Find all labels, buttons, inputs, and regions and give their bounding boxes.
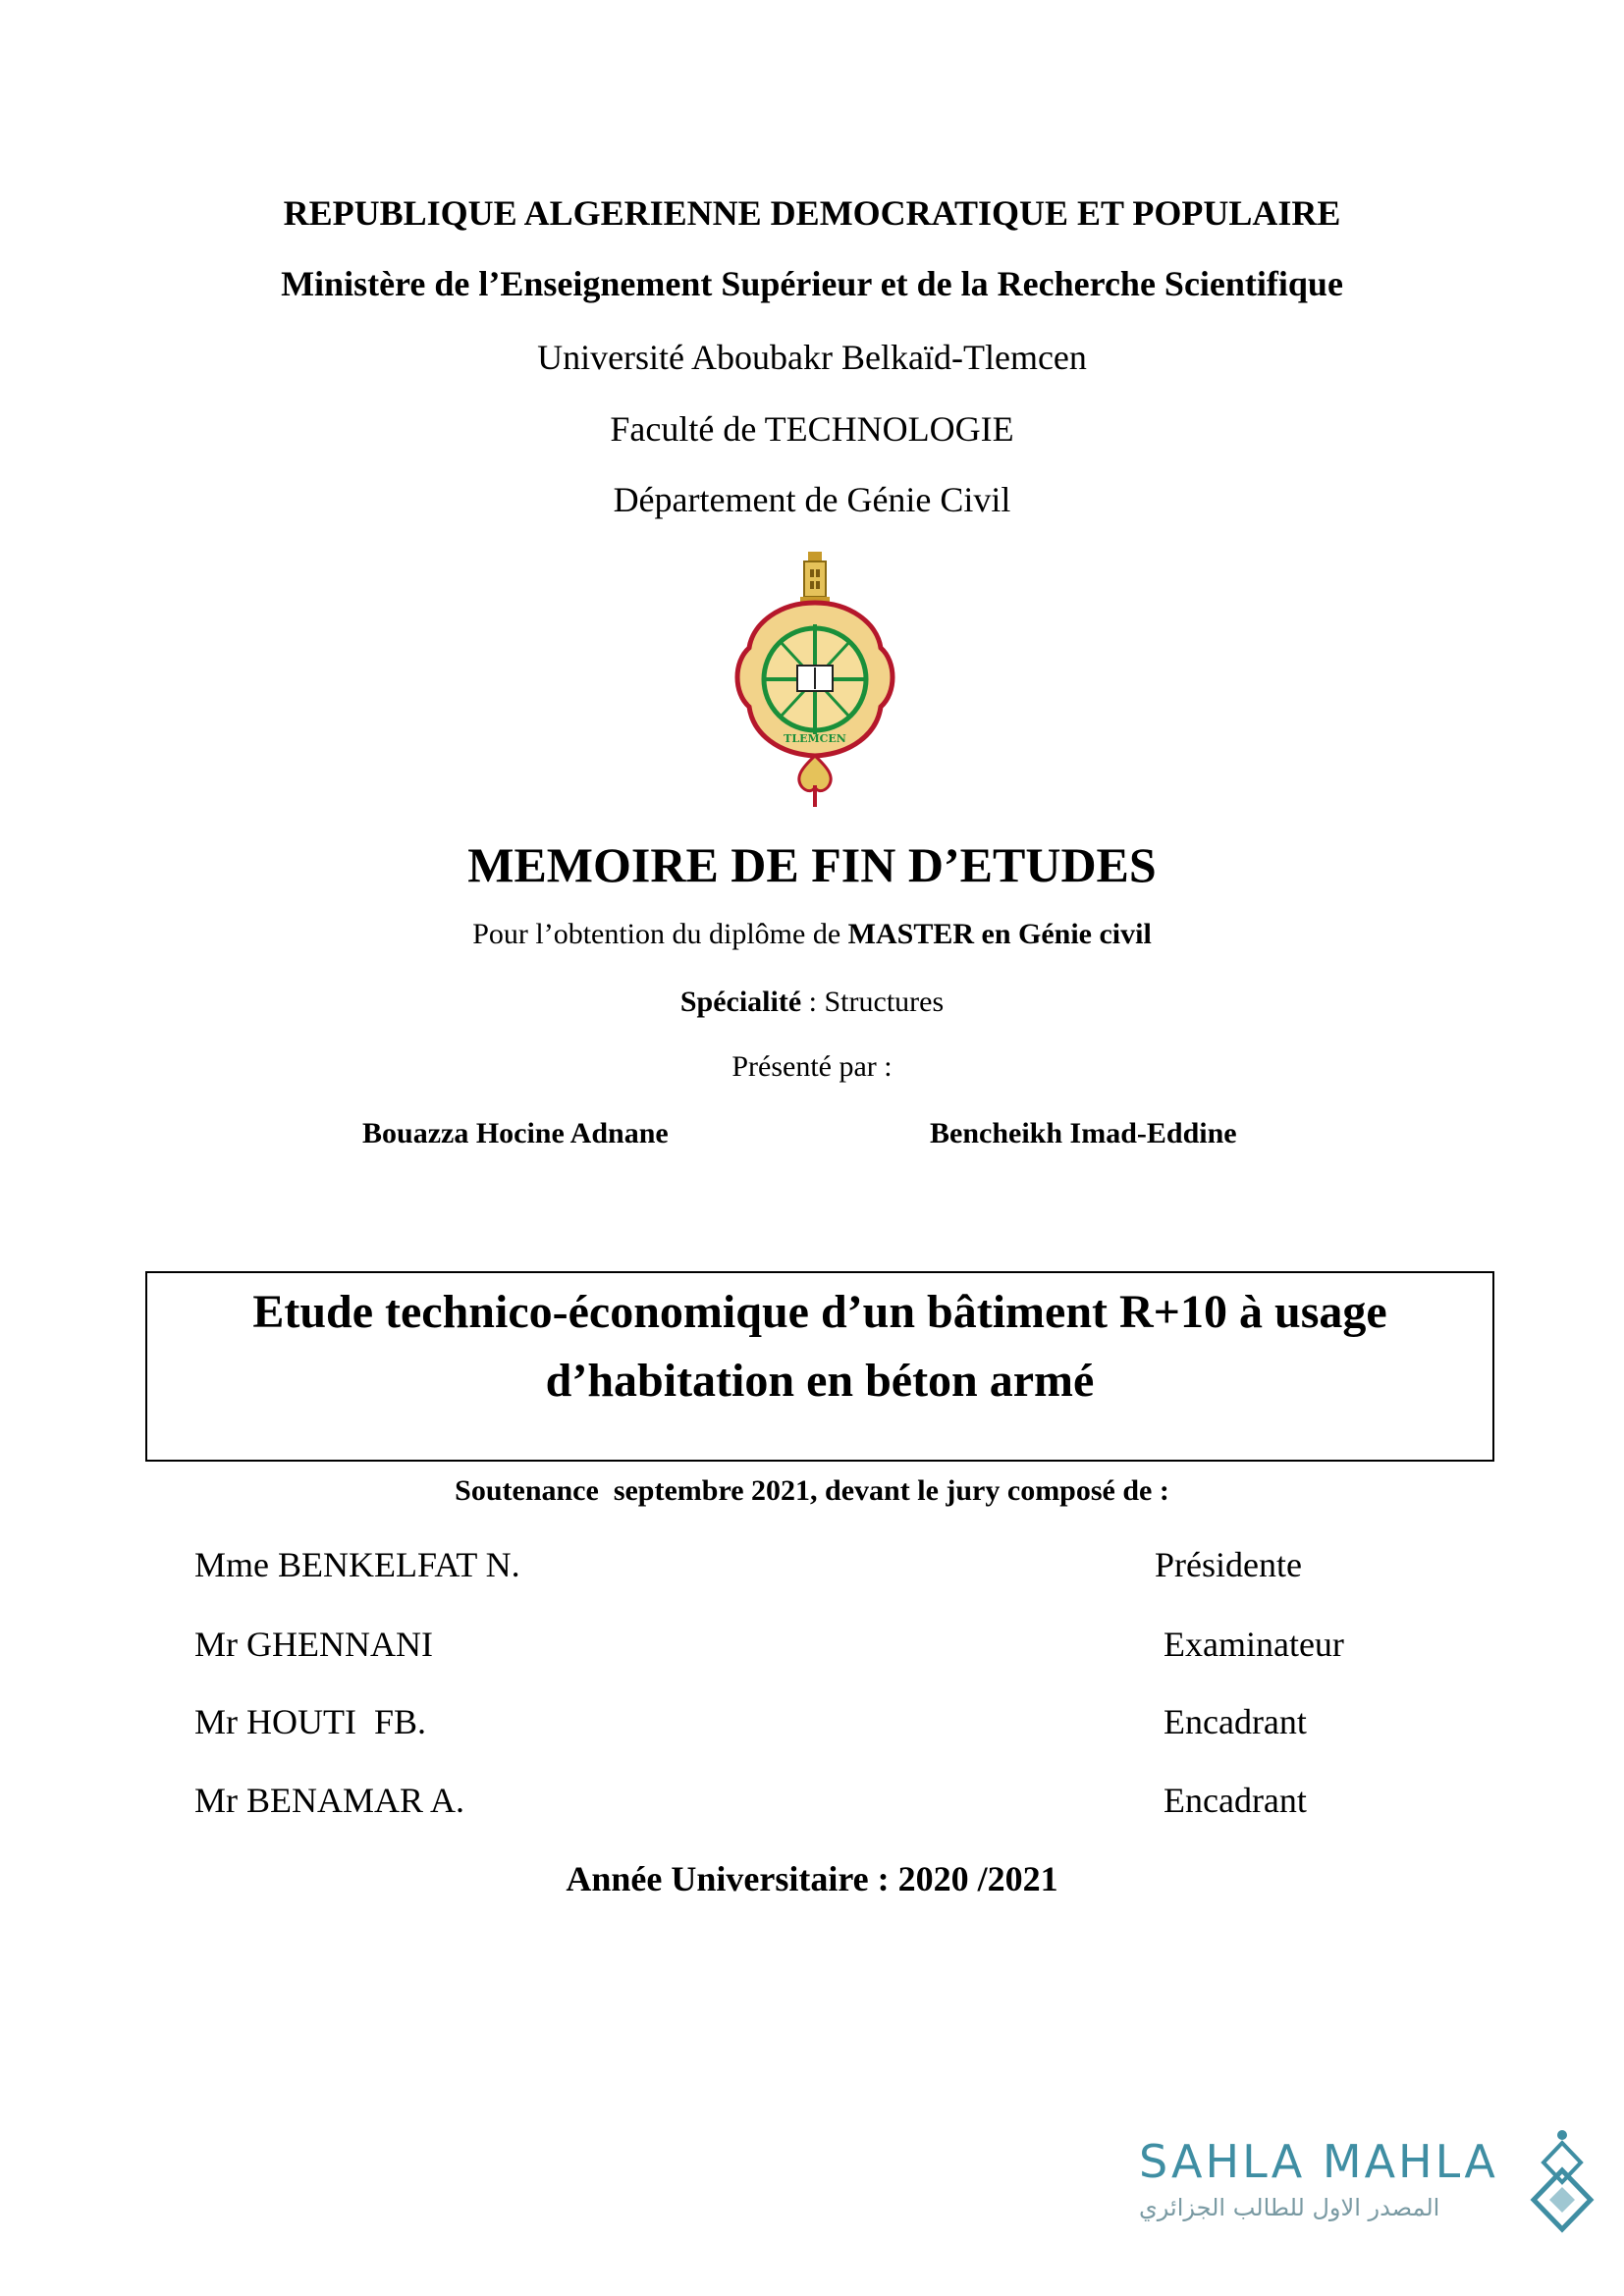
author-1: Bouazza Hocine Adnane [362,1117,669,1149]
university-name: Université Aboubakr Belkaïd-Tlemcen [537,338,1087,377]
academic-year: Année Universitaire : 2020 /2021 [566,1859,1058,1898]
thesis-title-line-2: d’habitation en béton armé [545,1355,1095,1407]
author-2: Bencheikh Imad-Eddine [930,1117,1237,1149]
sahla-mahla-watermark [1139,2135,1600,2253]
specialite-label: Spécialité [679,986,802,1018]
thesis-title-line-1: Etude technico-économique d’un bâtiment R+10 à usage [252,1286,1387,1338]
jury-role-2: Examinateur [1164,1625,1344,1664]
university-logo [731,546,898,811]
jury-role-4: Encadrant [1164,1781,1307,1820]
department-name: Département de Génie Civil [613,480,1011,519]
watermark-title: SAHLA MAHLA [1139,2135,1498,2188]
jury-name-3: Mr HOUTI FB. [194,1702,427,1741]
presente-par: Présenté par : [731,1050,893,1083]
jury-name-4: Mr BENAMAR A. [194,1781,465,1820]
ministry-heading: Ministère de l’Enseignement Supérieur et de la Recherche Scientifique [281,264,1343,303]
specialite-line [0,986,1624,1019]
svg-text:TLEMCEN: TLEMCEN [784,732,846,745]
obtention-prefix: Pour l’obtention du diplôme de [472,918,848,950]
specialite-value: : Structures [801,986,945,1018]
memoire-title: MEMOIRE DE FIN D’ETUDES [467,837,1157,892]
jury-name-2: Mr GHENNANI [194,1625,433,1664]
sahla-mahla-logo-icon [1524,2127,1600,2237]
obtention-line [0,918,1624,951]
jury-role-3: Encadrant [1164,1702,1307,1741]
faculty-name: Faculté de TECHNOLOGIE [610,409,1014,449]
obtention-degree: MASTER en Génie civil [847,918,1152,950]
republic-heading: REPUBLIQUE ALGERIENNE DEMOCRATIQUE ET POPULAIRE [283,193,1341,233]
soutenance-line: Soutenance septembre 2021, devant le jury composé de : [455,1474,1169,1507]
jury-role-1: Présidente [1155,1545,1302,1584]
thesis-title-box [145,1271,1494,1462]
watermark-subtitle: المصدر الاول للطالب الجزائري [1139,2194,1440,2221]
jury-name-1: Mme BENKELFAT N. [194,1545,520,1584]
